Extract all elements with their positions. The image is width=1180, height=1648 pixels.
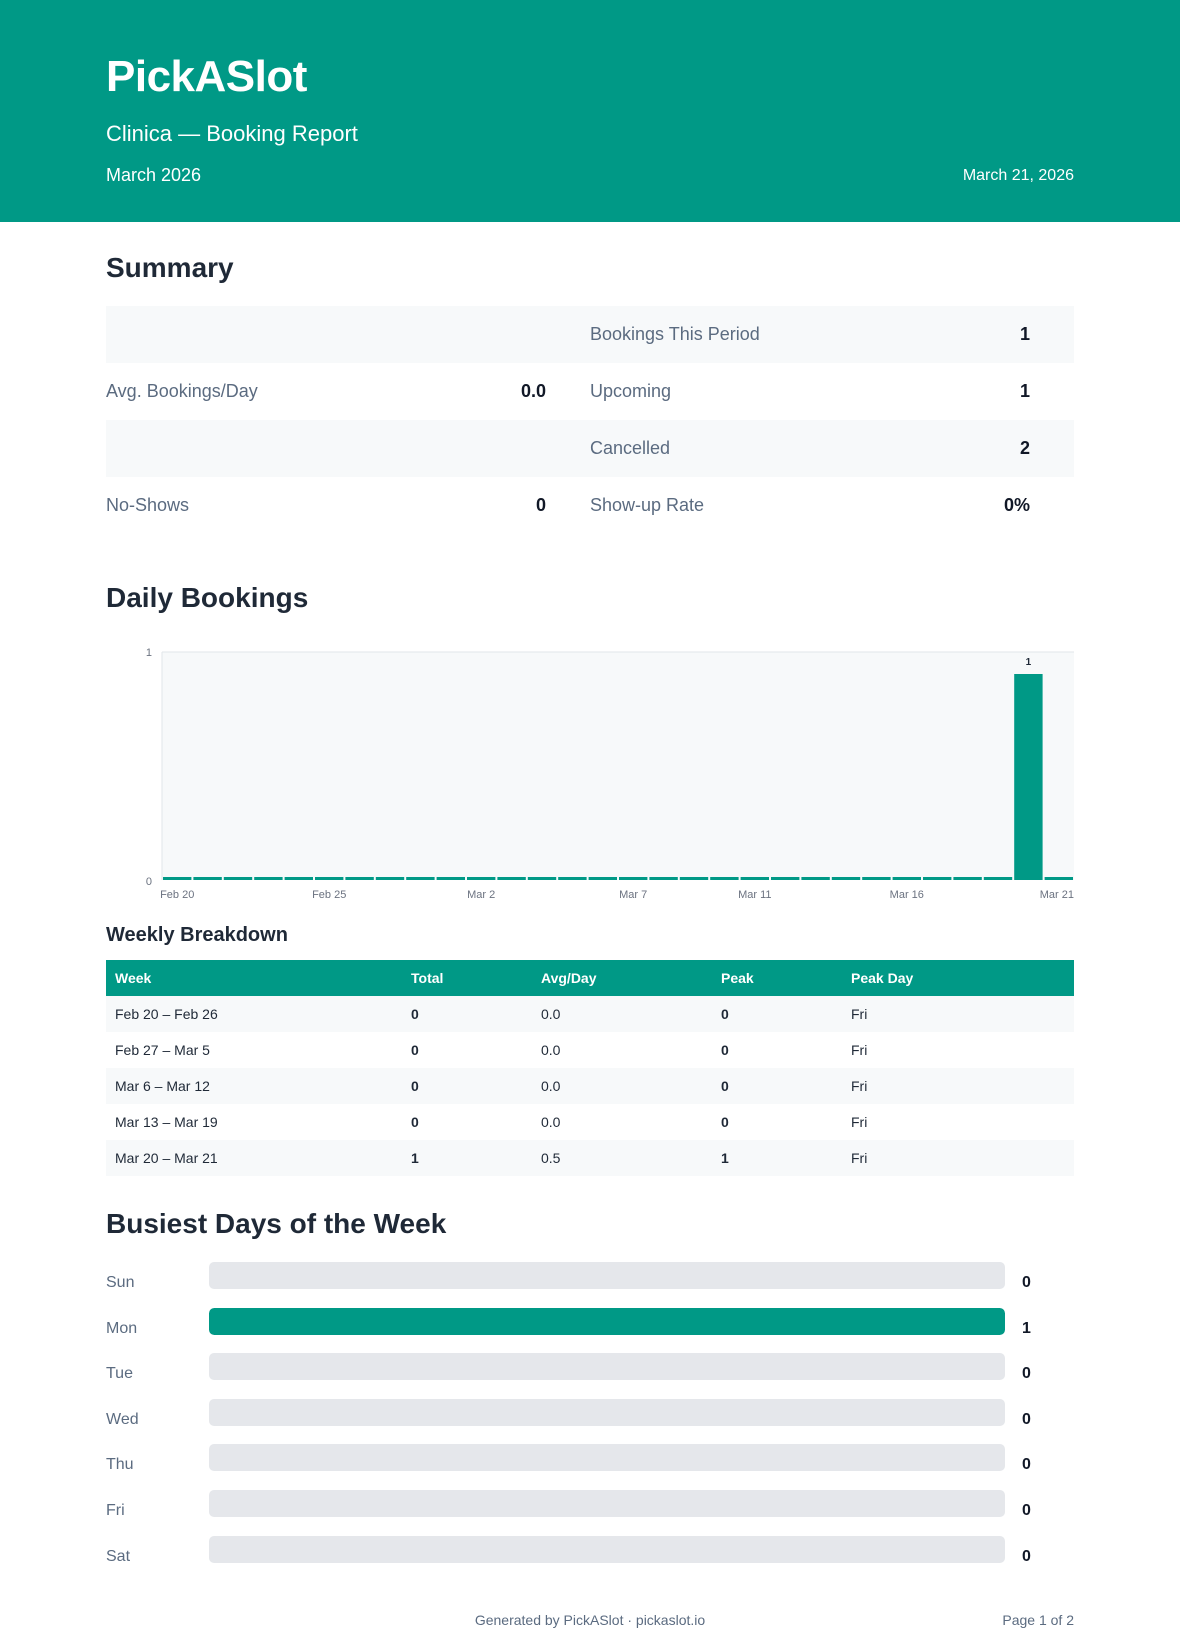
cell-peak-day: Fri: [851, 1042, 868, 1058]
weekly-breakdown-title: Weekly Breakdown: [106, 924, 288, 946]
cell-avg-day: 0.5: [532, 1140, 712, 1176]
chart-bar: [589, 877, 617, 880]
weekday-bar-track: [209, 1308, 1005, 1335]
x-tick-label: Mar 2: [467, 889, 496, 901]
cell-avg-day: 0.0: [541, 1114, 561, 1130]
cell-peak: 0: [712, 996, 842, 1032]
chart-plot-area: [162, 652, 1074, 880]
cell-week: Feb 27 – Mar 5: [115, 1042, 210, 1058]
weekday-row: [106, 1262, 1074, 1308]
cell-peak: 1: [712, 1140, 842, 1176]
summary-row: [106, 420, 1074, 477]
cell-total: 0: [411, 1114, 419, 1130]
summary-cell-left: [106, 363, 590, 420]
chart-bar: [224, 877, 252, 880]
chart-bar: [741, 877, 769, 880]
summary-cell-right: [590, 420, 1074, 477]
summary-cell-left: [106, 477, 590, 534]
weekday-value: 0: [1022, 1547, 1031, 1565]
weekday-row: [106, 1353, 1074, 1399]
weekday-bar-track: [209, 1490, 1005, 1517]
cell-total: 0: [402, 996, 532, 1032]
weekday-bar-track: [209, 1262, 1005, 1289]
chart-bar: [893, 877, 921, 880]
chart-bar: [558, 877, 586, 880]
chart-bar: [437, 877, 465, 880]
cell-total: 1: [402, 1140, 532, 1176]
summary-value: 0: [535, 495, 546, 515]
summary-table: [106, 306, 1074, 534]
column-header-peak-day: Peak Day: [842, 960, 1074, 996]
chart-data-label: 1: [1025, 657, 1032, 668]
report-period: March 2026: [106, 165, 202, 185]
summary-cell-right: [590, 306, 1074, 363]
chart-bar: [376, 877, 404, 880]
summary-label: Upcoming: [590, 381, 672, 401]
chart-bar: [984, 877, 1012, 880]
summary-label: No-Shows: [106, 495, 190, 515]
cell-peak-day: Fri: [842, 1140, 1074, 1176]
busiest-days-chart: [106, 1262, 1074, 1581]
x-tick-label: Mar 11: [738, 889, 772, 901]
chart-bar: [254, 877, 282, 880]
generated-date: March 21, 2026: [962, 167, 1074, 184]
weekday-label: Fri: [106, 1501, 125, 1519]
cell-total: 0: [402, 1068, 532, 1104]
summary-label: Cancelled: [590, 438, 671, 458]
chart-bar: [193, 877, 221, 880]
footer-page-number: Page 1 of 2: [1002, 1612, 1074, 1628]
summary-cell-left: [106, 420, 590, 477]
chart-bar: [710, 877, 738, 880]
weekday-row: [106, 1308, 1074, 1354]
x-tick-label: Feb 20: [160, 889, 195, 901]
chart-bar: [497, 877, 525, 880]
chart-bar: [345, 877, 373, 880]
weekday-row: [106, 1536, 1074, 1582]
chart-bar: [801, 877, 829, 880]
chart-bar: [680, 877, 708, 880]
cell-total: 0: [411, 1042, 419, 1058]
y-tick-label: 0: [145, 876, 152, 888]
summary-row: [106, 477, 1074, 534]
summary-label: Show-up Rate: [590, 495, 705, 515]
cell-peak-day: Fri: [842, 996, 1074, 1032]
column-header-week: Week: [106, 960, 402, 996]
column-header-avg-day: Avg/Day: [532, 960, 712, 996]
weekday-value: 0: [1022, 1410, 1031, 1428]
cell-avg-day: 0.0: [541, 1042, 561, 1058]
weekday-value: 1: [1022, 1319, 1031, 1337]
cell-peak: 0: [721, 1042, 729, 1058]
cell-peak: 0: [721, 1114, 729, 1130]
weekly-breakdown-table: [106, 960, 1074, 1176]
summary-value: 1: [1019, 324, 1030, 344]
table-row: [106, 1104, 1074, 1140]
weekday-value: 0: [1022, 1456, 1031, 1474]
summary-title: Summary: [106, 252, 234, 283]
cell-avg-day: 0.0: [532, 996, 712, 1032]
chart-bar: [862, 877, 890, 880]
daily-bookings-title: Daily Bookings: [106, 582, 309, 613]
weekday-label: Sun: [106, 1274, 135, 1291]
cell-week: Mar 13 – Mar 19: [115, 1114, 218, 1130]
cell-week: Mar 6 – Mar 12: [106, 1068, 402, 1104]
table-header-row: [106, 960, 1074, 996]
weekday-value: 0: [1022, 1501, 1031, 1519]
busiest-days-title: Busiest Days of the Week: [106, 1208, 447, 1239]
chart-bar: [1014, 674, 1042, 880]
weekday-label: Sat: [106, 1547, 131, 1565]
chart-bar: [315, 877, 343, 880]
table-row: [106, 1068, 1074, 1104]
weekday-value: 0: [1022, 1274, 1031, 1291]
summary-cell-left: [106, 306, 590, 363]
weekday-bar-track: [209, 1536, 1005, 1563]
weekday-row: [106, 1444, 1074, 1490]
x-tick-label: Mar 16: [889, 889, 924, 901]
summary-label: Avg. Bookings/Day: [106, 381, 258, 401]
summary-row: [106, 306, 1074, 363]
weekday-row: [106, 1399, 1074, 1445]
x-tick-label: Feb 25: [312, 889, 347, 901]
summary-cell-right: [590, 363, 1074, 420]
weekday-label: Tue: [106, 1365, 133, 1383]
cell-peak: 0: [712, 1068, 842, 1104]
summary-cell-right: [590, 477, 1074, 534]
column-header-total: Total: [402, 960, 532, 996]
y-tick-label: 1: [145, 647, 152, 659]
chart-bar: [923, 877, 951, 880]
report-subtitle: Clinica — Booking Report: [106, 121, 358, 146]
summary-value: 1: [1019, 381, 1030, 401]
chart-bar: [771, 877, 799, 880]
brand-name: PickASlot: [106, 52, 307, 101]
table-row: [106, 1140, 1074, 1176]
daily-bookings-chart: [106, 644, 1074, 904]
summary-value: 0.0: [520, 381, 546, 401]
chart-bar: [467, 877, 495, 880]
weekday-bar-fill: [209, 1308, 1005, 1335]
weekday-label: Thu: [106, 1456, 134, 1474]
footer-generated-by: Generated by PickASlot · pickaslot.io: [474, 1612, 706, 1628]
table-row: [106, 996, 1074, 1032]
weekday-bar-track: [209, 1444, 1005, 1471]
weekday-bar-track: [209, 1353, 1005, 1380]
chart-bar: [1045, 877, 1073, 880]
weekday-label: Mon: [106, 1319, 138, 1337]
chart-bar: [953, 877, 981, 880]
chart-bar: [649, 877, 677, 880]
weekday-value: 0: [1022, 1365, 1031, 1383]
summary-value: 0%: [1003, 495, 1030, 515]
chart-bar: [163, 877, 191, 880]
table-row: [106, 1032, 1074, 1068]
chart-bar: [528, 877, 556, 880]
column-header-peak: Peak: [712, 960, 842, 996]
chart-bar: [832, 877, 860, 880]
cell-peak-day: Fri: [851, 1114, 868, 1130]
cell-avg-day: 0.0: [532, 1068, 712, 1104]
chart-bar: [285, 877, 313, 880]
summary-label: Bookings This Period: [590, 324, 760, 344]
cell-week: Feb 20 – Feb 26: [106, 996, 402, 1032]
report-header: [0, 0, 1180, 222]
cell-peak-day: Fri: [842, 1068, 1074, 1104]
daily-bookings-svg: [106, 644, 1074, 904]
chart-bar: [406, 877, 434, 880]
weekday-bar-track: [209, 1399, 1005, 1426]
chart-bar: [619, 877, 647, 880]
cell-week: Mar 20 – Mar 21: [106, 1140, 402, 1176]
x-tick-label: Mar 21: [1039, 889, 1074, 901]
summary-value: 2: [1019, 438, 1030, 458]
weekday-label: Wed: [106, 1410, 139, 1428]
x-tick-label: Mar 7: [619, 889, 648, 901]
weekday-row: [106, 1490, 1074, 1536]
summary-row: [106, 363, 1074, 420]
